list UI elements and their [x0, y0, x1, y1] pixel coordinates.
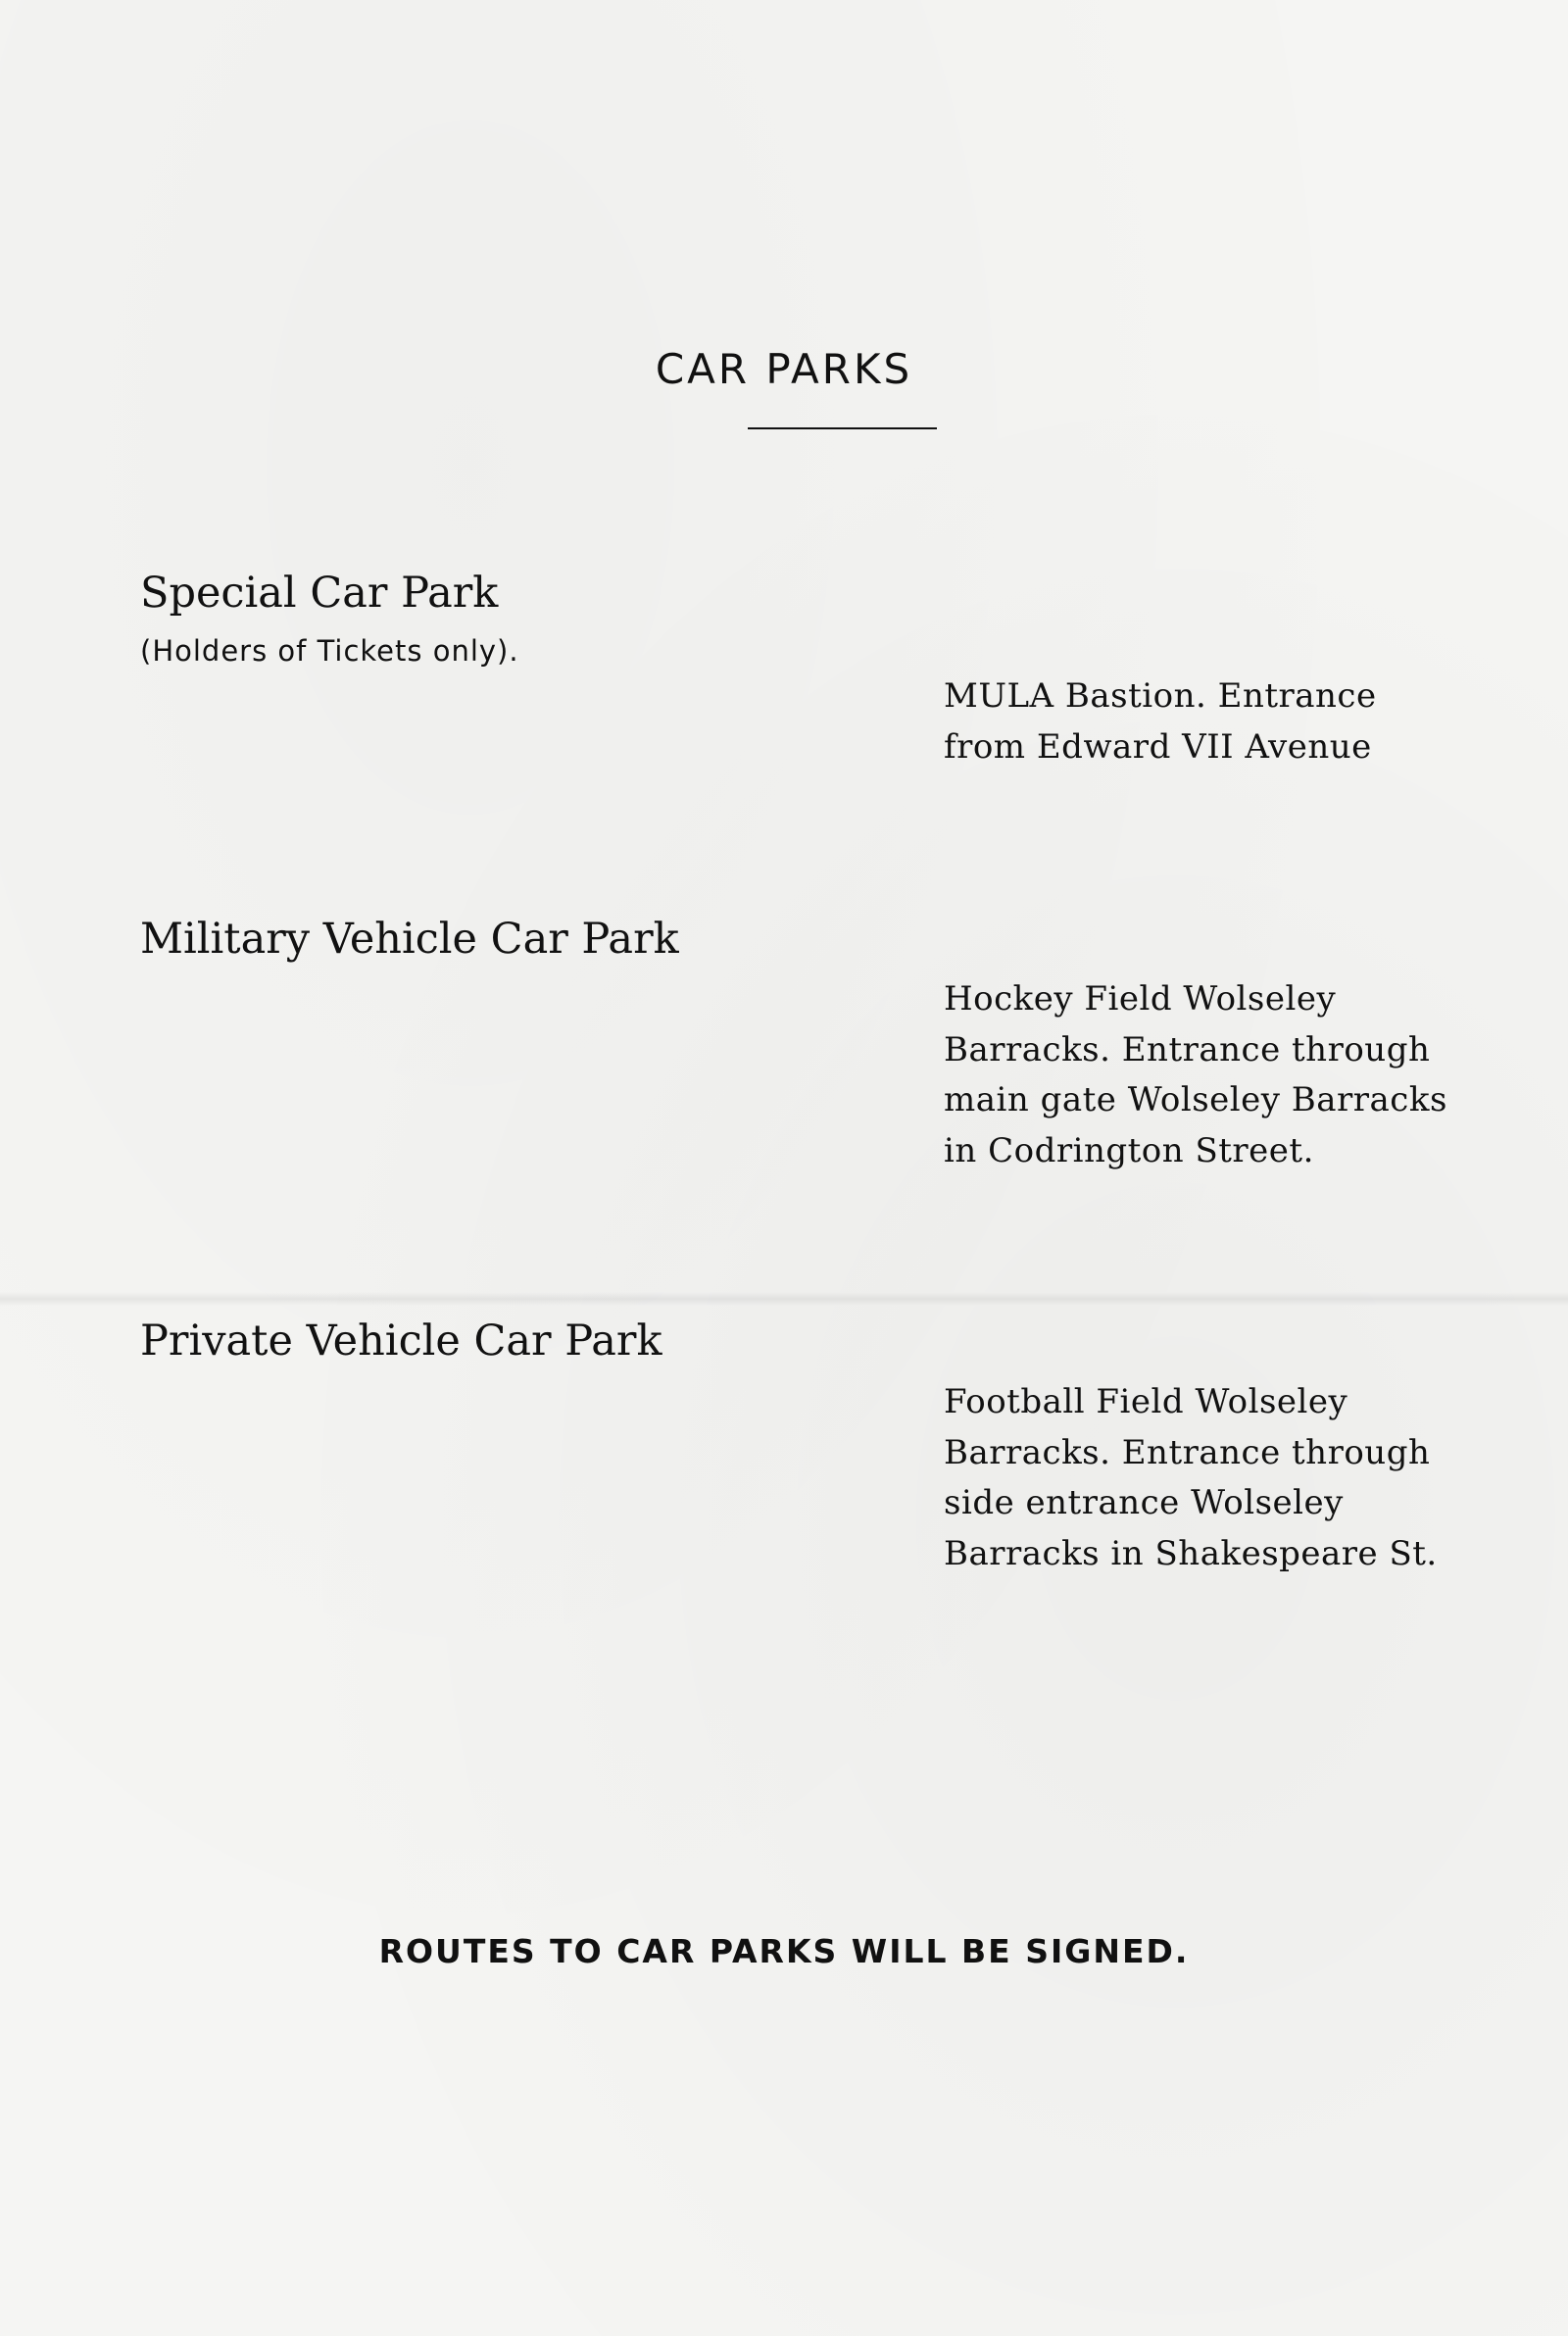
section-heading-special: Special Car Park	[140, 569, 499, 618]
section-description-private	[944, 1377, 1551, 1579]
routes-notice: ROUTES TO CAR PARKS WILL BE SIGNED.	[378, 1932, 1190, 1970]
description-line: Barracks in Shakespeare St.	[944, 1533, 1438, 1573]
section-note-special: (Holders of Tickets only).	[140, 634, 519, 668]
description-line: MULA Bastion. Entrance	[944, 676, 1377, 716]
description-line: side entrance Wolseley	[944, 1483, 1344, 1522]
section-description-special	[944, 671, 1551, 772]
description-line: Hockey Field Wolseley	[944, 979, 1337, 1019]
section-description-military	[944, 974, 1551, 1176]
description-line: from Edward VII Avenue	[944, 726, 1372, 767]
description-line: main gate Wolseley Barracks	[944, 1080, 1447, 1119]
section-heading-private: Private Vehicle Car Park	[140, 1317, 662, 1366]
description-line: Football Field Wolseley	[944, 1382, 1348, 1421]
description-line: Barracks. Entrance through	[944, 1432, 1431, 1472]
page-title: CAR PARKS	[655, 345, 913, 393]
paper-fold	[0, 1292, 1568, 1306]
section-heading-military: Military Vehicle Car Park	[140, 915, 679, 964]
description-line: in Codrington Street.	[944, 1130, 1314, 1170]
description-line: Barracks. Entrance through	[944, 1029, 1431, 1069]
title-underline	[748, 427, 937, 429]
